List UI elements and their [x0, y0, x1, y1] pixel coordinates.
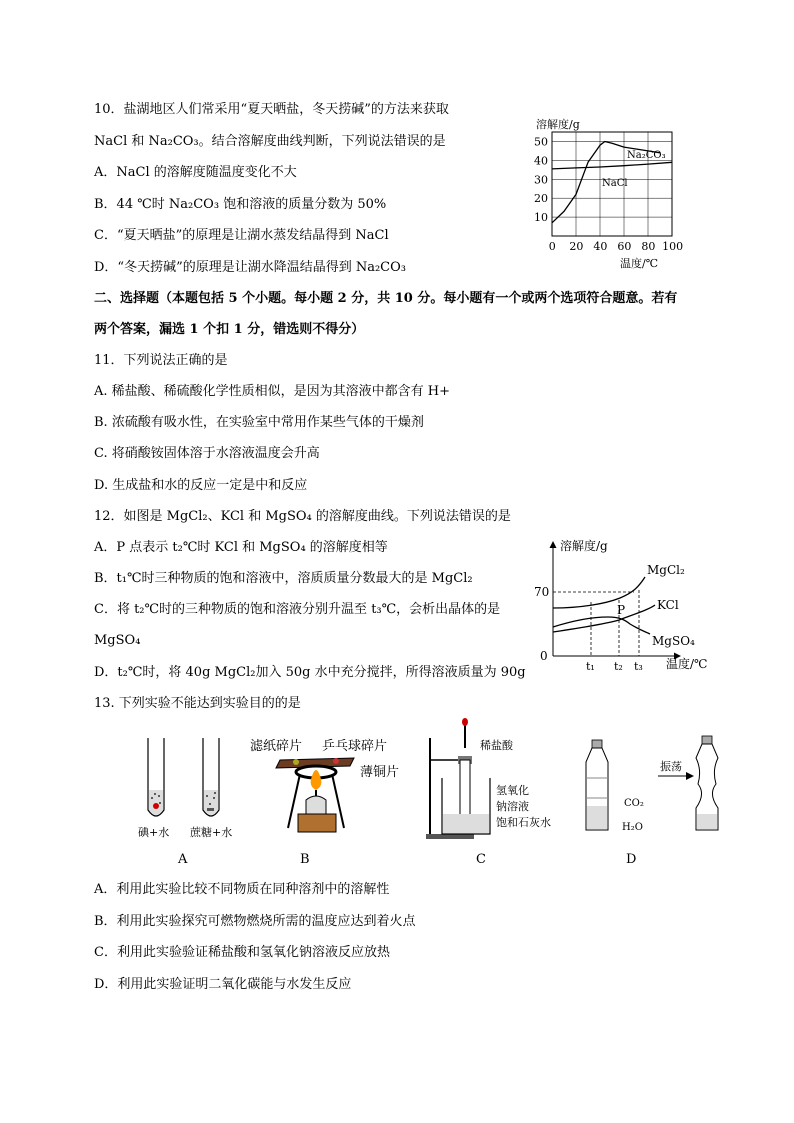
chart2-xtick-t1: t₁ — [586, 660, 595, 673]
chart2-xtick-t2: t₂ — [614, 660, 623, 673]
q12-option-c-cont: MgSO₄ — [94, 633, 141, 648]
figure-b-caption: B — [300, 852, 310, 867]
chart1-ytick-10: 10 — [534, 211, 548, 225]
q13-option-d: D．利用此实验证明二氧化碳能与水发生反应 — [94, 977, 352, 992]
q11-option-d: D. 生成盐和水的反应一定是中和反应 — [94, 478, 308, 493]
q10-option-a: A．NaCl 的溶解度随温度变化不大 — [94, 165, 297, 180]
chart2-series-mgcl2 — [553, 577, 645, 608]
figure-a-caption: A — [178, 852, 188, 867]
chart2-xlabel: 温度/℃ — [666, 657, 708, 671]
chart2-ylabel: 溶解度/g — [560, 539, 608, 553]
q13-stem: 13. 下列实验不能达到实验目的的是 — [94, 696, 301, 711]
chart1-xtick-100: 100 — [662, 240, 684, 253]
figure-d-label-co2: CO₂ — [624, 798, 644, 809]
figure-d-caption: D — [626, 852, 637, 867]
section2-line1: 二、选择题（本题包括 5 个小题。每小题 2 分，共 10 分。每小题有一个或两个选项符合题意。若有 — [94, 291, 678, 306]
section2-line2: 两个答案，漏选 1 个扣 1 分，错选则不得分） — [94, 322, 365, 337]
chart1-legend-na2co3: Na₂CO₃ — [627, 150, 666, 161]
q10-stem-line2: NaCl 和 Na₂CO₃。结合溶解度曲线判断，下列说法错误的是 — [94, 134, 446, 149]
q10-option-b: B．44 ℃时 Na₂CO₃ 饱和溶液的质量分数为 50% — [94, 197, 387, 212]
figure-b-burner — [276, 758, 354, 832]
q12-option-b: B．t₁℃时三种物质的饱和溶液中，溶质质量分数最大的是 MgCl₂ — [94, 571, 473, 586]
q13-option-a: A．利用此实验比较不同物质在同种溶剂中的溶解性 — [94, 882, 390, 897]
q11-option-b: B. 浓硫酸有吸水性，在实验室中常用作某些气体的干燥剂 — [94, 415, 424, 430]
q12-option-c: C．将 t₂℃时的三种物质的饱和溶液分别升温至 t₃℃，会析出晶体的是 — [94, 602, 501, 617]
chart2-series-kcl — [553, 605, 655, 632]
q12-option-a: A．P 点表示 t₂℃时 KCl 和 MgSO₄ 的溶解度相等 — [94, 540, 388, 555]
chart1-xtick-60: 60 — [617, 240, 632, 253]
chart2-legend-mgcl2: MgCl₂ — [647, 563, 685, 577]
figure-b-label-filter-paper: 滤纸碎片 — [250, 739, 303, 754]
solubility-chart-1 — [530, 114, 700, 274]
chart2-ytick-0: 0 — [540, 649, 548, 663]
figure-c-caption: C — [476, 852, 486, 867]
q11-option-c: C. 将硝酸铵固体溶于水溶液温度会升高 — [94, 446, 320, 461]
figure-c-label-naoh-2: 钠溶液 — [496, 800, 529, 813]
q11-option-a: A. 稀盐酸、稀硫酸化学性质相似，是因为其溶液中都含有 H+ — [94, 384, 451, 399]
chart1-xtick-40: 40 — [593, 240, 608, 253]
q12-option-d: D．t₂℃时，将 40g MgCl₂加入 50g 水中充分搅拌，所得溶液质量为 90g — [94, 665, 526, 680]
chart2-point-p: P — [617, 603, 626, 617]
chart1-legend-nacl: NaCl — [602, 178, 628, 189]
q11-stem: 11．下列说法正确的是 — [94, 353, 228, 368]
chart1-ylabel: 溶解度/g — [536, 118, 580, 131]
figure-d-label-shake: 振荡 — [660, 760, 682, 773]
chart2-legend-kcl: KCl — [657, 598, 679, 612]
figure-b-label-copper: 薄铜片 — [360, 765, 400, 780]
chart1-ytick-20: 20 — [534, 192, 548, 206]
q13-figures — [130, 718, 730, 868]
chart1-ytick-30: 30 — [534, 173, 548, 187]
figure-c-apparatus — [426, 718, 490, 839]
q10-option-c: C．“夏天晒盐”的原理是让湖水蒸发结晶得到 NaCl — [94, 228, 389, 243]
q10-option-d: D．“冬天捞碱”的原理是让湖水降温结晶得到 Na₂CO₃ — [94, 260, 407, 275]
figure-a-label-iodine: 碘+水 — [138, 826, 170, 839]
q12-stem: 12．如图是 MgCl₂、KCl 和 MgSO₄ 的溶解度曲线。下列说法错误的是 — [94, 509, 511, 524]
chart2-legend-mgso4: MgSO₄ — [652, 634, 695, 648]
chart1-xtick-20: 20 — [569, 240, 584, 253]
figure-b-label-pingpong: 乒乓球碎片 — [322, 739, 388, 754]
chart1-xtick-0: 0 — [548, 240, 556, 253]
figure-a-test-tubes — [148, 738, 219, 816]
figure-a-label-sucrose: 蔗糖+水 — [190, 826, 233, 839]
q13-option-b: B．利用此实验探究可燃物燃烧所需的温度应达到着火点 — [94, 914, 416, 929]
figure-c-label-hcl: 稀盐酸 — [480, 739, 513, 752]
chart1-xlabel: 温度/℃ — [620, 257, 659, 270]
q13-option-c: C．利用此实验验证稀盐酸和氢氧化钠溶液反应放热 — [94, 945, 390, 960]
figure-c-label-naoh-1: 氢氧化 — [496, 784, 529, 797]
figure-c-label-limewater: 饱和石灰水 — [496, 816, 551, 829]
solubility-chart-2 — [530, 532, 725, 677]
figure-d-label-h2o: H₂O — [622, 822, 643, 833]
figure-d-bottles — [586, 736, 718, 830]
chart2-xtick-t3: t₃ — [634, 660, 643, 673]
chart2-ytick-70: 70 — [534, 585, 550, 599]
chart1-ytick-50: 50 — [534, 135, 548, 149]
chart1-series-nacl — [552, 162, 672, 169]
chart2-series-mgso4 — [553, 617, 650, 634]
chart1-xtick-80: 80 — [641, 240, 656, 253]
q10-stem-line1: 10．盐湖地区人们常采用“夏天晒盐，冬天捞碱”的方法来获取 — [94, 102, 449, 117]
chart1-ytick-40: 40 — [534, 154, 548, 168]
